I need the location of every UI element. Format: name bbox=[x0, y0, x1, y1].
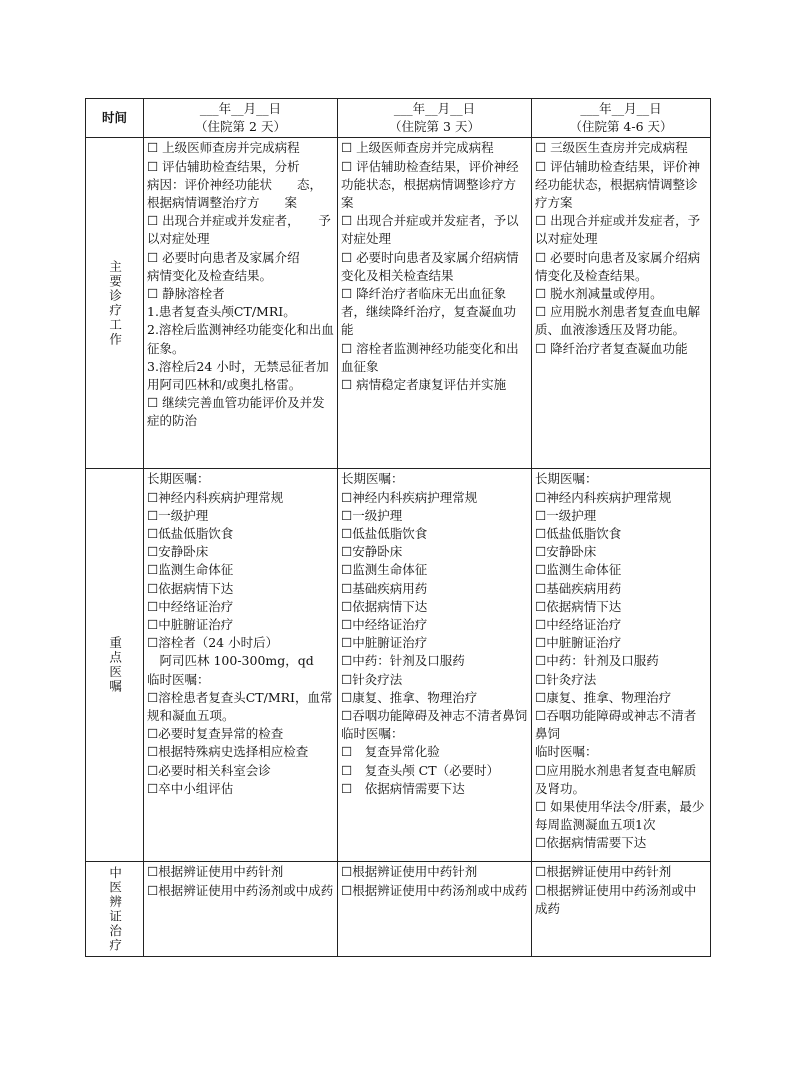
pathway-item: 1.患者复查头颅CT/MRI。 bbox=[147, 304, 296, 320]
pathway-item: ☐低盐低脂饮食 bbox=[535, 526, 622, 542]
header-row bbox=[86, 99, 711, 138]
pathway-item: ☐ 出现合并症或并发症者，予以对症处理 bbox=[535, 213, 701, 247]
tcm-day3 bbox=[338, 862, 532, 957]
day-header-2 bbox=[338, 99, 532, 138]
pathway-item: ☐溶栓患者复查头CT/MRI，血常规和凝血五项。 bbox=[147, 689, 333, 724]
pathway-item: ☐ 评估辅助检查结果，评价神经功能状态，根据病情调整诊疗方案 bbox=[341, 158, 519, 211]
main-work-day3 bbox=[338, 138, 532, 469]
pathway-item: ☐ 如果使用华法令/肝素，最少每周监测凝血五项1次 bbox=[535, 799, 705, 833]
pathway-item: ☐根据辨证使用中药针剂 bbox=[535, 864, 672, 880]
pathway-item: ☐神经内科疾病护理常规 bbox=[535, 489, 672, 505]
pathway-item: ☐中脏腑证治疗 bbox=[535, 635, 622, 651]
pathway-item: ☐ 依据病情需要下达 bbox=[341, 780, 465, 796]
pathway-item: ☐康复、推拿、物理治疗 bbox=[535, 689, 672, 705]
pathway-item: ☐ 降纤治疗者复查凝血功能 bbox=[535, 340, 688, 356]
pathway-item: ☐吞咽功能障碍及神志不清者鼻饲 bbox=[341, 708, 528, 724]
row-label-key-orders: 重点医嘱 bbox=[86, 469, 144, 862]
pathway-item: ☐ 评估辅助检查结果，分析 病因：评价神经功能状 态，根据病情调整治疗方 案 bbox=[147, 158, 325, 211]
pathway-item: ☐吞咽功能障碍或神志不清者鼻饲 bbox=[535, 708, 697, 742]
pathway-item: ☐一级护理 bbox=[341, 507, 403, 523]
main-work-day4-6 bbox=[532, 138, 711, 469]
pathway-item: ☐中经络证治疗 bbox=[341, 617, 428, 633]
pathway-item: ☐基础疾病用药 bbox=[535, 580, 622, 596]
pathway-item: ☐针灸疗法 bbox=[341, 671, 403, 687]
pathway-item: ☐安静卧床 bbox=[341, 544, 403, 560]
date-blank: ___年__月__日 bbox=[393, 101, 476, 116]
pathway-item: 长期医嘱： bbox=[341, 471, 404, 487]
stay-day: （住院第 4-6 天） bbox=[569, 119, 673, 135]
pathway-item: ☐安静卧床 bbox=[147, 544, 209, 560]
tcm-day2 bbox=[144, 862, 338, 957]
pathway-item: ☐监测生命体征 bbox=[147, 562, 234, 578]
key-orders-day3 bbox=[338, 469, 532, 862]
pathway-item: ☐ 复查头颅 CT（必要时） bbox=[341, 762, 500, 778]
pathway-item: ☐中脏腑证治疗 bbox=[147, 617, 234, 633]
pathway-item: ☐ 应用脱水剂患者复查血电解质、血液渗透压及肾功能。 bbox=[535, 304, 701, 338]
pathway-item: ☐安静卧床 bbox=[535, 544, 597, 560]
pathway-item: ☐神经内科疾病护理常规 bbox=[341, 489, 478, 505]
pathway-item: 2.溶栓后监测神经功能变化和出血征象。 bbox=[147, 322, 334, 356]
main-work-day2 bbox=[144, 138, 338, 469]
pathway-item: 长期医嘱： bbox=[147, 471, 210, 487]
pathway-item: 临时医嘱： bbox=[147, 671, 210, 687]
pathway-item: ☐根据辨证使用中药汤剂或中成药 bbox=[535, 882, 697, 916]
pathway-item: ☐应用脱水剂患者复查电解质及肾功。 bbox=[535, 762, 697, 796]
pathway-item: ☐根据辨证使用中药针剂 bbox=[341, 864, 478, 880]
pathway-item: ☐中药：针剂及口服药 bbox=[535, 653, 659, 669]
pathway-item: ☐一级护理 bbox=[147, 507, 209, 523]
row-label-tcm: 中医辨证治疗 bbox=[86, 862, 144, 957]
date-blank: ___年__月__日 bbox=[580, 101, 662, 116]
pathway-item: ☐一级护理 bbox=[535, 507, 597, 523]
pathway-item: ☐ 评估辅助检查结果，评价神经功能状态，根据病情调整诊疗方案 bbox=[535, 158, 701, 211]
pathway-item: ☐ 继续完善血管功能评价及并发症的防治 bbox=[147, 395, 325, 429]
pathway-item: ☐基础疾病用药 bbox=[341, 580, 428, 596]
pathway-item: ☐ 三级医生查房并完成病程 bbox=[535, 140, 688, 156]
pathway-item: ☐溶栓者（24 小时后） bbox=[147, 635, 279, 651]
pathway-item: ☐ 复查异常化验 bbox=[341, 744, 440, 760]
pathway-item: ☐ 静脉溶栓者 bbox=[147, 286, 225, 302]
pathway-item: ☐中药：针剂及口服药 bbox=[341, 653, 465, 669]
pathway-item: ☐依据病情下达 bbox=[535, 598, 622, 614]
pathway-item: ☐ 必要时向患者及家属介绍病情变化及相关检查结果 bbox=[341, 249, 519, 283]
pathway-item: ☐根据辨证使用中药汤剂或中成药 bbox=[341, 882, 528, 898]
day-header-3 bbox=[532, 99, 711, 138]
tcm-day4-6 bbox=[532, 862, 711, 957]
main-work-row bbox=[86, 138, 711, 469]
pathway-item: ☐ 出现合并症或并发症者， 予以对症处理 bbox=[147, 213, 331, 247]
pathway-item: ☐ 上级医师查房并完成病程 bbox=[341, 140, 494, 156]
pathway-item: ☐ 脱水剂减量或停用。 bbox=[535, 286, 663, 302]
pathway-item: ☐ 出现合并症或并发症者，予以对症处理 bbox=[341, 213, 519, 247]
time-header: 时间 bbox=[86, 99, 144, 138]
pathway-item: ☐必要时相关科室会诊 bbox=[147, 762, 271, 778]
pathway-item: ☐依据病情需要下达 bbox=[535, 835, 647, 851]
pathway-item: ☐中经络证治疗 bbox=[535, 617, 622, 633]
pathway-item: 临时医嘱： bbox=[535, 744, 598, 760]
pathway-item: 临时医嘱： bbox=[341, 726, 404, 742]
pathway-item: ☐中脏腑证治疗 bbox=[341, 635, 428, 651]
pathway-item: ☐ 病情稳定者康复评估并实施 bbox=[341, 377, 507, 393]
pathway-item: ☐ 必要时向患者及家属介绍病情变化及检查结果。 bbox=[535, 249, 701, 283]
pathway-item: ☐低盐低脂饮食 bbox=[147, 526, 234, 542]
key-orders-day4-6 bbox=[532, 469, 711, 862]
pathway-item: ☐ 降纤治疗者临床无出血征象者，继续降纤治疗，复查凝血功能 bbox=[341, 286, 517, 338]
pathway-item: ☐根据辨证使用中药针剂 bbox=[147, 864, 284, 880]
pathway-item: 长期医嘱： bbox=[535, 471, 598, 487]
pathway-item: ☐ 上级医师查房并完成病程 bbox=[147, 140, 300, 156]
pathway-item: ☐针灸疗法 bbox=[535, 671, 597, 687]
pathway-item: 3.溶栓后24 小时，无禁忌征者加用阿司匹林和/或奥扎格雷。 bbox=[147, 358, 329, 393]
pathway-item: ☐根据辨证使用中药汤剂或中成药 bbox=[147, 882, 334, 898]
pathway-item: ☐依据病情下达 bbox=[147, 580, 234, 596]
pathway-item: ☐中经络证治疗 bbox=[147, 598, 234, 614]
pathway-item: 阿司匹林 100-300mg，qd bbox=[147, 653, 314, 669]
stay-day: （住院第 2 天） bbox=[195, 119, 286, 135]
pathway-item: ☐低盐低脂饮食 bbox=[341, 526, 428, 542]
row-label-main-work: 主要诊疗工作 bbox=[86, 138, 144, 469]
key-orders-day2 bbox=[144, 469, 338, 862]
pathway-item: ☐ 必要时向患者及家属介绍 病情变化及检查结果。 bbox=[147, 249, 325, 283]
date-blank: ___年__月__日 bbox=[199, 101, 282, 116]
tcm-row bbox=[86, 862, 711, 957]
day-header-1 bbox=[144, 99, 338, 138]
pathway-item: ☐必要时复查异常的检查 bbox=[147, 726, 284, 742]
pathway-item: ☐卒中小组评估 bbox=[147, 780, 234, 796]
clinical-pathway-table bbox=[85, 98, 711, 957]
pathway-item: ☐康复、推拿、物理治疗 bbox=[341, 689, 478, 705]
pathway-item: ☐神经内科疾病护理常规 bbox=[147, 489, 284, 505]
pathway-item: ☐根据特殊病史选择相应检查 bbox=[147, 744, 309, 760]
pathway-item: ☐ 溶栓者监测神经功能变化和出血征象 bbox=[341, 340, 519, 374]
pathway-item: ☐监测生命体征 bbox=[341, 562, 428, 578]
pathway-item: ☐监测生命体征 bbox=[535, 562, 622, 578]
pathway-item: ☐依据病情下达 bbox=[341, 598, 428, 614]
stay-day: （住院第 3 天） bbox=[389, 119, 480, 135]
key-orders-row bbox=[86, 469, 711, 862]
